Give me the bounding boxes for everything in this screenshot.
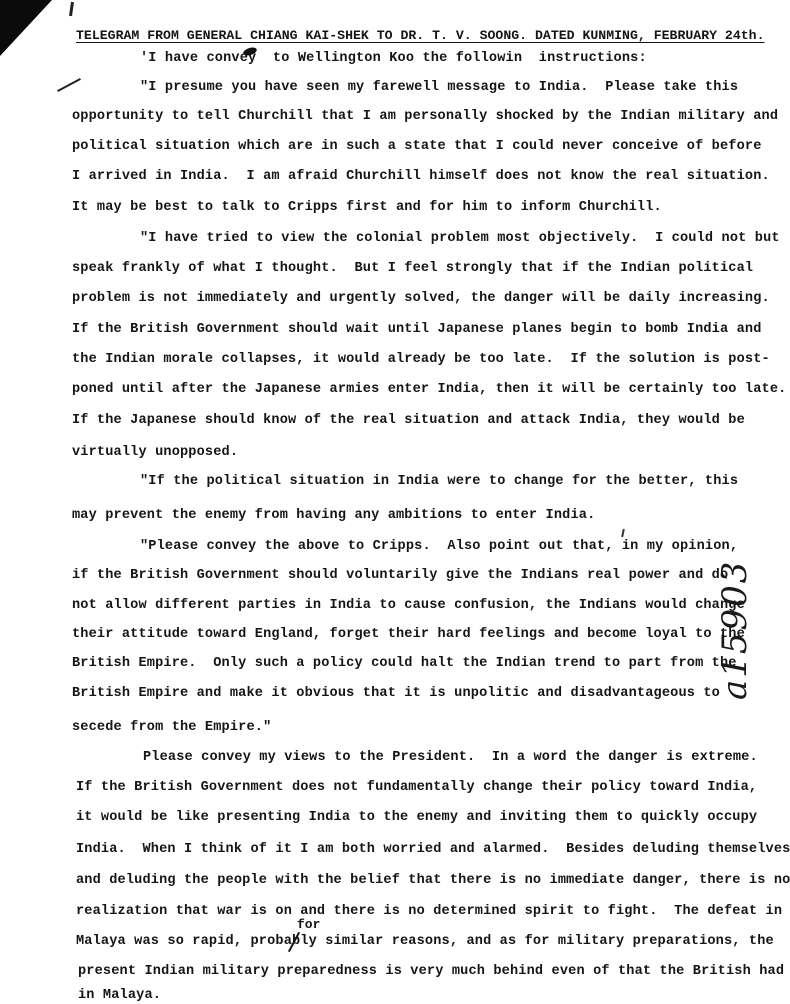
text-line: it would be like presenting India to the enemy and inviting them to quickly occupy bbox=[76, 810, 758, 825]
text-line: in Malaya. bbox=[78, 988, 162, 1003]
text-line: Malaya was so rapid, probably similar reasons, and as for military preparations, the bbox=[76, 934, 774, 949]
text-line: the Indian morale collapses, it would already be too late. If the solution is post- bbox=[72, 352, 770, 367]
handwritten-comma bbox=[621, 529, 625, 537]
text-line: If the British Government does not fundamentally change their policy toward India, bbox=[76, 780, 758, 795]
text-line: "I presume you have seen my farewell message to India. Please take this bbox=[140, 80, 739, 95]
text-line: opportunity to tell Churchill that I am personally shocked by the Indian military and bbox=[72, 109, 779, 124]
text-line: If the Japanese should know of the real situation and attack India, they would be bbox=[72, 413, 745, 428]
text-line: realization that war is on and there is no determined spirit to fight. The defeat in bbox=[76, 904, 783, 919]
text-line: "If the political situation in India were to change for the better, this bbox=[140, 474, 739, 489]
text-line: 'I have convey to Wellington Koo the followin instructions: bbox=[140, 51, 647, 66]
text-line: present Indian military preparedness is very much behind even of that the British had bbox=[78, 964, 785, 979]
margin-tick-mark bbox=[57, 78, 81, 92]
margin-handwritten-note: a15903 bbox=[715, 559, 755, 700]
handwritten-insert: for bbox=[297, 917, 321, 932]
text-line: British Empire. Only such a policy could halt the Indian trend to part from the bbox=[72, 656, 737, 671]
text-line: their attitude toward England, forget their hard feelings and become loyal to the bbox=[72, 627, 745, 642]
text-line: Please convey my views to the President. In a word the danger is extreme. bbox=[143, 750, 758, 765]
text-line: It may be best to talk to Cripps first and for him to inform Churchill. bbox=[72, 200, 662, 215]
scan-mark bbox=[69, 2, 74, 16]
text-line: may prevent the enemy from having any ambitions to enter India. bbox=[72, 508, 596, 523]
text-line: poned until after the Japanese armies enter India, then it will be certainly too late. bbox=[72, 382, 787, 397]
text-line: secede from the Empire." bbox=[72, 720, 272, 735]
text-line: political situation which are in such a state that I could never conceive of before bbox=[72, 139, 762, 154]
scan-corner-shadow bbox=[0, 0, 52, 56]
text-line: problem is not immediately and urgently solved, the danger will be daily increasing. bbox=[72, 291, 770, 306]
text-line: not allow different parties in India to cause confusion, the Indians would change bbox=[72, 598, 745, 613]
telegram-title: TELEGRAM FROM GENERAL CHIANG KAI-SHEK TO DR. T. V. SOONG. DATED KUNMING, FEBRUARY 24th. bbox=[76, 28, 765, 43]
text-line: "Please convey the above to Cripps. Also point out that, in my opinion, bbox=[140, 539, 739, 554]
text-line: speak frankly of what I thought. But I feel strongly that if the Indian political bbox=[72, 261, 754, 276]
text-line: British Empire and make it obvious that it is unpolitic and disadvantageous to bbox=[72, 686, 720, 701]
text-line: "I have tried to view the colonial problem most objectively. I could not but bbox=[140, 231, 780, 246]
text-line: If the British Government should wait until Japanese planes begin to bomb India and bbox=[72, 322, 762, 337]
text-line: India. When I think of it I am both worried and alarmed. Besides deluding themselves bbox=[76, 842, 790, 857]
text-line: and deluding the people with the belief that there is no immediate danger, there is no bbox=[76, 873, 790, 888]
text-line: I arrived in India. I am afraid Churchill himself does not know the real situation. bbox=[72, 169, 770, 184]
text-line: virtually unopposed. bbox=[72, 445, 239, 460]
text-line: if the British Government should voluntarily give the Indians real power and do bbox=[72, 568, 729, 583]
